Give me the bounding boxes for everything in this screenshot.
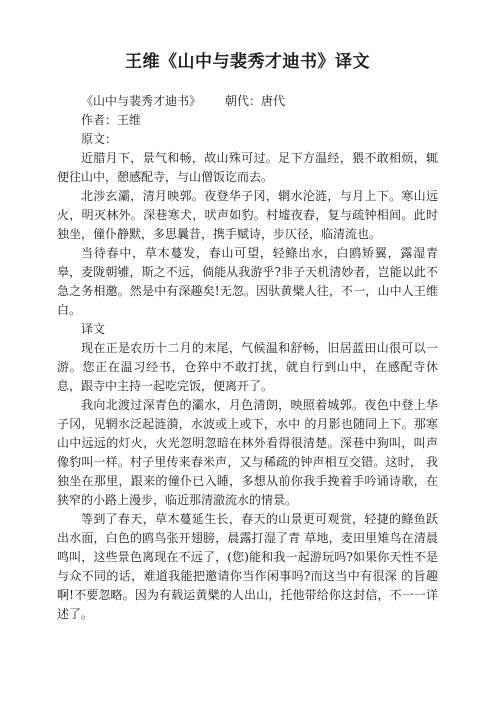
author-line: 作者：王维	[81, 113, 142, 127]
translation-paragraph: 等到了春天，草木蔓延生长，春天的山景更可观赏，轻捷的鲦鱼跃出水面，白色的鸥鸟张开翅膀，晨露打湿了青 草地，麦田里雉鸟在清晨鸣叫，这些景色离现在不远了，(您)能和我一起游玩吗?如果你天性不是与众不同的话，难道我能把邀请你当作闲事吗?而这当中有很深 的旨趣啊!不要忽略。因为有载运黄檗的人出山，托他带给你这封信，不一一详述了。	[57, 512, 438, 621]
original-paragraph: 近腊月下，景气和畅，故山殊可过。足下方温经，猥不敢相烦，辄便往山中，憩感配寺，与山僧饭讫而去。	[57, 151, 438, 184]
source-line	[57, 92, 438, 111]
translation-paragraph: 我向北渡过深青色的灞水，月色清朗，映照着城郭。夜色中登上华子冈，见辋水泛起涟漪，水波或上或下，水中 的月影也随同上下。那寒山中远远的灯火，火光忽明忽暗在林外看得很清楚。深巷中狗叫，叫声像豹叫一样。村子里传来春米声，又与稀疏的钟声相互交错。这时， 我独坐在那里，跟来的僮仆已入睡，多想从前你我手挽着手吟诵诗歌，在狭窄的小路上漫步，临近那清澈流水的情景。	[57, 398, 438, 507]
translation-label: 译文	[81, 322, 106, 336]
original-label: 原文：	[81, 132, 118, 146]
original-paragraph: 北涉玄灞，清月映郭。夜登华子冈，辋水沦涟，与月上下。寒山远火，明灭林外。深巷寒犬，吠声如豹。村墟夜舂，复与疏钟相间。此时独坐，僮仆静默，多思曩昔，携手赋诗，步仄径，临清流也。	[57, 189, 438, 241]
dynasty: 朝代：唐代	[225, 94, 286, 108]
source-title: 《山中与裴秀才迪书》	[81, 94, 202, 108]
translation-paragraph: 现在正是农历十二月的末尾，气候温和舒畅，旧居蓝田山很可以一游。您正在温习经书，仓猝中不敢打扰，就自行到山中，在感配寺休息，跟寺中主持一起吃完饭，便离开了。	[57, 341, 438, 393]
document-title: 王维《山中与裴秀才迪书》译文	[125, 52, 370, 72]
original-paragraph: 当待春中，草木蔓发，春山可望，轻鲦出水，白鸥矫翼，露湿青皋，麦陇朝雊，斯之不远，倘能从我游乎?非子天机清妙者，岂能以此不急之务相邀。然是中有深趣矣!无忽。因驮黄檗人往，不一，山中人王维白。	[57, 246, 438, 317]
